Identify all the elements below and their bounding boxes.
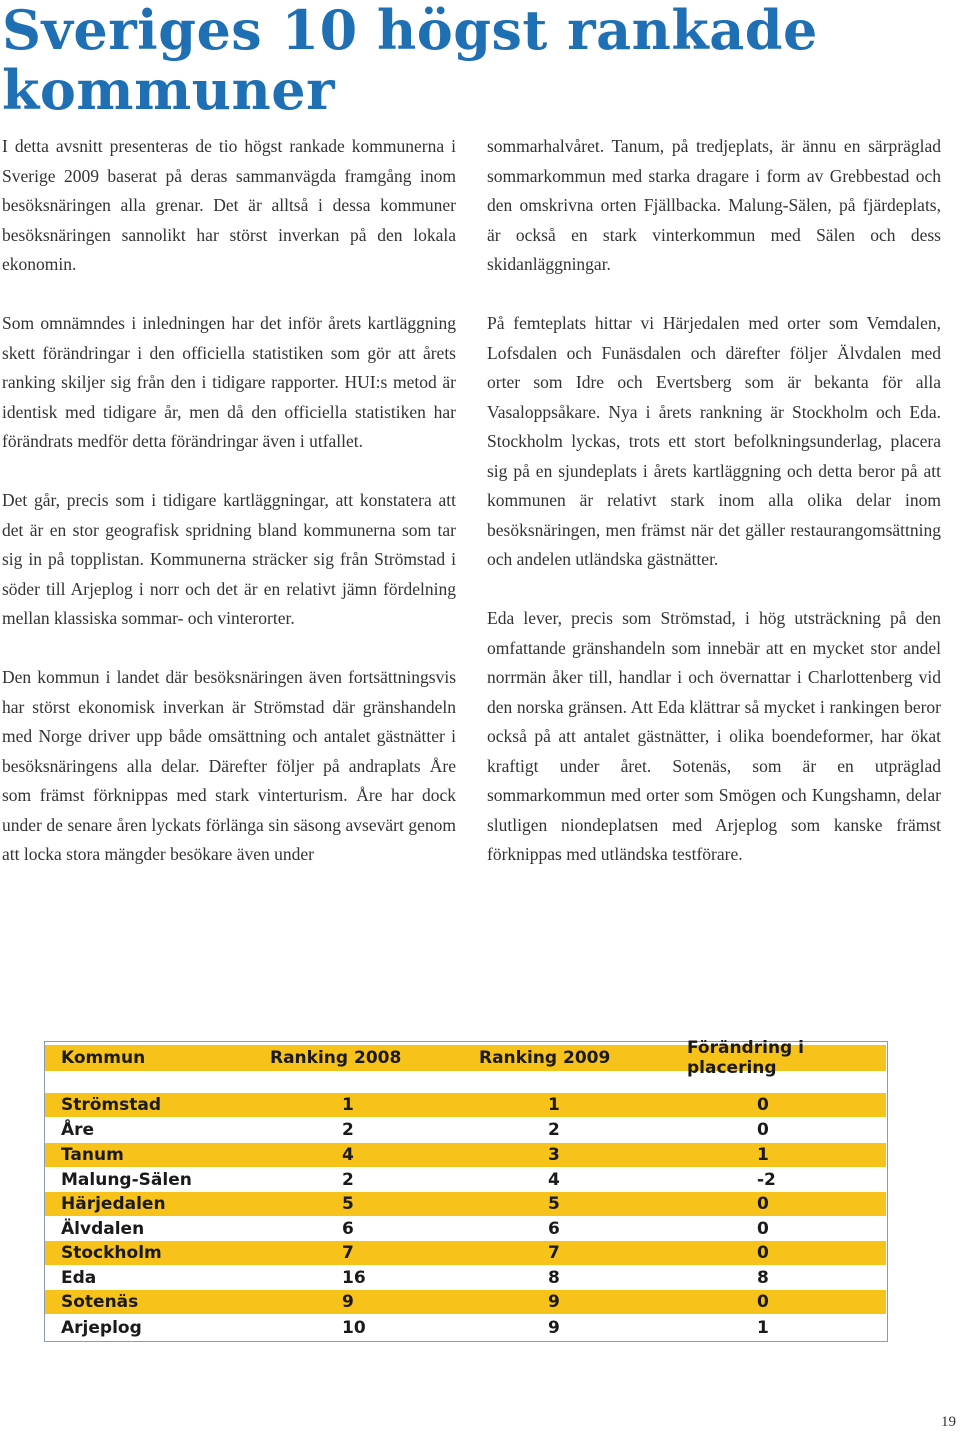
table-row	[45, 1315, 886, 1340]
page-title: Sveriges 10 högst rankade kommuner	[2, 0, 818, 122]
cell-kommun: Strömstad	[61, 1095, 162, 1115]
table-row	[45, 1217, 886, 1241]
paragraph: Det går, precis som i tidigare kartläggningar, att konstatera att det är en stor geografisk spridning bland kommunerna som tar sig in på topplistan. Kommunerna sträcker sig från Strömstad i söder till Arjeplog i norr och det är en relativt jämn fördelning mellan klassiska sommar- och vinterorter.	[2, 490, 456, 628]
cell-kommun: Sotenäs	[61, 1292, 139, 1312]
cell-forandring: 8	[757, 1268, 769, 1288]
cell-ranking-2009: 9	[548, 1292, 560, 1312]
cell-kommun: Tanum	[61, 1145, 124, 1165]
left-column	[2, 132, 456, 899]
cell-ranking-2009: 8	[548, 1268, 560, 1288]
cell-ranking-2008: 16	[342, 1268, 366, 1288]
cell-ranking-2008: 6	[342, 1219, 354, 1239]
cell-ranking-2008: 1	[342, 1095, 354, 1115]
paragraph: Den kommun i landet där besöksnäringen även fortsättningsvis har störst ekonomisk inverkan är Strömstad där gränshandeln med Norge driver upp både omsättning och antalet gästnätter i besöksnäringens alla delar. Därefter följer på andraplats Åre som främst förknippas med stark vinterturism. Åre har dock under de senare åren lyckats förlänga sin säsong avsevärt genom att locka stora mängder besökare även under	[2, 667, 456, 864]
cell-kommun: Härjedalen	[61, 1194, 166, 1214]
cell-forandring: 0	[757, 1194, 769, 1214]
cell-ranking-2009: 3	[548, 1145, 560, 1165]
cell-kommun: Åre	[61, 1120, 95, 1140]
cell-kommun: Malung-Sälen	[61, 1170, 192, 1190]
paragraph: sommarhalvåret. Tanum, på tredjeplats, är ännu en särpräglad sommarkommun med starka dragare i form av Grebbestad och den omskrivna orten Fjällbacka. Malung-Sälen, på fjärdeplats, är också en stark vinterkommun med Sälen och dess skidanläggningar.	[487, 136, 941, 274]
table-row	[45, 1118, 886, 1142]
cell-ranking-2009: 1	[548, 1095, 560, 1115]
cell-forandring: -2	[757, 1170, 776, 1190]
cell-ranking-2009: 4	[548, 1170, 560, 1190]
table-row	[45, 1168, 886, 1192]
cell-forandring: 0	[757, 1219, 769, 1239]
cell-ranking-2009: 9	[548, 1317, 560, 1338]
table-row	[45, 1241, 886, 1265]
cell-forandring: 1	[757, 1317, 769, 1338]
cell-ranking-2009: 5	[548, 1194, 560, 1214]
cell-forandring: 0	[757, 1095, 769, 1115]
cell-ranking-2008: 5	[342, 1194, 354, 1214]
header-cell-ranking-2008: Ranking 2008	[270, 1048, 402, 1068]
cell-forandring: 1	[757, 1145, 769, 1165]
right-column	[487, 132, 941, 899]
table-row	[45, 1192, 886, 1216]
ranking-table	[44, 1038, 888, 1342]
cell-kommun: Eda	[61, 1268, 97, 1288]
page-number: 19	[941, 1414, 956, 1430]
table-row	[45, 1093, 886, 1117]
cell-ranking-2008: 10	[342, 1317, 366, 1338]
cell-forandring: 0	[757, 1292, 769, 1312]
cell-ranking-2009: 7	[548, 1243, 560, 1263]
cell-ranking-2008: 2	[342, 1120, 354, 1140]
paragraph: På femteplats hittar vi Härjedalen med orter som Vemdalen, Lofsdalen och Funäsdalen och därefter följer Älvdalen med orter som Idre och Evertsberg som är bekanta för alla Vasaloppsåkare. Nya i årets rankning är Stockholm och Eda. Stockholm lyckas, trots ett stort befolkningsunderlag, placera sig på en sjundeplats i årets kartläggning och detta beror på att kommunen är relativt stark inom alla olika delar inom besöksnäringen, men främst när det gäller restaurangomsättning och andelen utländska gästnätter.	[487, 313, 941, 569]
cell-ranking-2008: 7	[342, 1243, 354, 1263]
cell-kommun: Arjeplog	[61, 1317, 142, 1338]
header-cell-forandring: Förändring i placering	[687, 1038, 804, 1078]
cell-forandring: 0	[757, 1243, 769, 1263]
table-row	[45, 1266, 886, 1290]
cell-ranking-2008: 4	[342, 1145, 354, 1165]
cell-forandring: 0	[757, 1120, 769, 1140]
cell-ranking-2008: 9	[342, 1292, 354, 1312]
table-row	[45, 1290, 886, 1314]
cell-kommun: Stockholm	[61, 1243, 162, 1263]
paragraph: I detta avsnitt presenteras de tio högst rankade kommunerna i Sverige 2009 baserat på deras sammanvägda framgång inom besöksnäringen alla grenar. Det är alltså i dessa kommuner besöksnäringen sannolikt har störst inverkan på den lokala ekonomin.	[2, 136, 456, 274]
paragraph: Som omnämndes i inledningen har det inför årets kartläggning skett förändringar i den officiella statistiken som gör att årets ranking skiljer sig från den i tidigare rapporter. HUI:s metod är identisk med tidigare år, men då den officiella statistiken har förändrats medför detta förändringar även i utfallet.	[2, 313, 456, 451]
cell-ranking-2009: 2	[548, 1120, 560, 1140]
cell-kommun: Älvdalen	[61, 1219, 145, 1239]
header-cell-ranking-2009: Ranking 2009	[479, 1048, 611, 1068]
table-header-row	[45, 1038, 886, 1078]
table-row	[45, 1143, 886, 1167]
cell-ranking-2008: 2	[342, 1170, 354, 1190]
header-cell-kommun: Kommun	[61, 1048, 146, 1068]
paragraph: Eda lever, precis som Strömstad, i hög utsträckning på den omfattande gränshandeln som innebär att en mycket stor andel norrmän åker till, handlar i och övernattar i Charlottenberg vid den norska gränsen. Att Eda klättrar så mycket i rankingen beror också på att antalet gästnätter, i olika boendeformer, har ökat kraftigt under året. Sotenäs, som är en utpräglad sommarkommun med orter som Smögen och Kungshamn, delar slutligen niondeplatsen med Arjeplog som kanske främst förknippas med utländska testförare.	[487, 608, 941, 864]
cell-ranking-2009: 6	[548, 1219, 560, 1239]
